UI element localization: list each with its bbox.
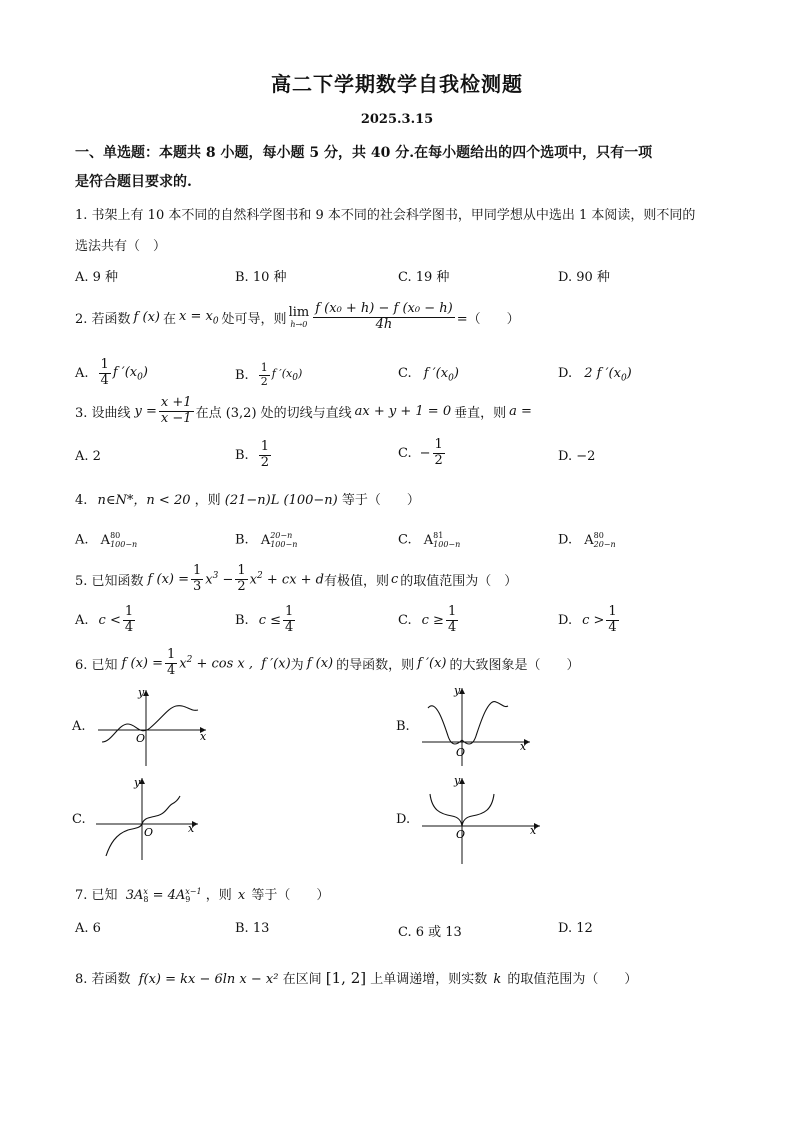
q7-option-a: A. 6 — [75, 921, 101, 936]
q3-option-a: A. 2 — [75, 449, 101, 464]
q2-function: f (x) — [133, 309, 160, 325]
svg-text:O: O — [136, 732, 146, 745]
q6-term: $x^2 + \cos x$ , f ′(x) — [179, 655, 291, 672]
svg-text:y: y — [454, 774, 461, 787]
q5-term-rest: $x^2$ + cx + d — [249, 571, 324, 588]
q5-option-c-expr: c ≥ — [421, 612, 444, 628]
q3-tail-a: a = — [509, 403, 532, 419]
q2-option-a-label: A. — [75, 365, 89, 381]
q3-line-eq: ax + y + 1 = 0 — [354, 403, 452, 419]
q6-tail: 的大致图象是（ ） — [449, 657, 580, 673]
q2-option-a-expr: f $'(x_0)$ — [112, 364, 148, 383]
q3-option-c-minus: − — [419, 445, 431, 461]
q2-point: $x = x_0$ — [178, 308, 219, 327]
q5-option-d-frac: $\frac{1}{4}$ — [608, 604, 617, 635]
q7-option-d: D. 12 — [558, 921, 593, 936]
q3-option-c — [398, 438, 447, 469]
section-heading-line2: 是符合题目要求的. — [75, 174, 192, 190]
q3-prefix: 3. 设曲线 — [75, 405, 131, 421]
q2-option-b-frac: $\frac{1}{2}$ — [260, 361, 268, 388]
q3-mid: 在点 (3,2) 处的切线与直线 — [195, 405, 352, 421]
q1-option-b: B. 10 种 — [235, 270, 287, 285]
q6-mid2: 的导函数，则 — [336, 657, 415, 673]
q5-prefix: 5. 已知函数 — [75, 573, 144, 589]
q6-graph-b — [418, 684, 538, 770]
q6-stem — [75, 648, 580, 679]
q2-stem — [75, 302, 520, 333]
q2-option-d-label: D. — [558, 366, 573, 381]
q3-option-d: D. −2 — [558, 449, 596, 464]
svg-text:x: x — [200, 730, 207, 743]
q2-option-b — [235, 362, 302, 388]
q2-option-a-frac: $\frac{1}{4}$ — [100, 357, 109, 388]
q5-option-a — [75, 605, 137, 636]
q7-tail2: 等于（ ） — [251, 888, 330, 903]
q4-option-d-label: D. — [558, 532, 573, 548]
q2-option-d — [558, 366, 632, 384]
q1-option-a: A. 9 种 — [75, 270, 119, 285]
q6-prefix: 6. 已知 — [75, 657, 118, 673]
q4-expression: (21−n)L (100−n) — [224, 493, 338, 508]
q8-prefix: 8. 若函数 — [75, 972, 131, 987]
q4-option-c-label: C. — [398, 532, 412, 548]
q2-numerator: f (x₀ + h) − f (x₀ − h) — [315, 301, 453, 316]
q8-var-k: k — [493, 972, 502, 987]
q3-curve-fraction: $\frac{x +1}{x -1}$ — [160, 395, 192, 426]
q8-tail: 上单调递增，则实数 — [370, 972, 488, 987]
q6-graph-d-label: D. — [396, 812, 411, 827]
q5-term-x3: $x^3$ − — [205, 571, 234, 588]
svg-text:O: O — [456, 828, 466, 841]
q2-option-d-expr: 2 f $'(x_0)$ — [584, 366, 632, 384]
q2-prefix: 2. 若函数 — [75, 311, 131, 327]
q2-lim-sub: h→0 — [290, 320, 308, 330]
q1-text-line2: 选法共有（ ） — [75, 239, 167, 254]
q6-function: f (x) = — [121, 655, 163, 671]
q3-tail: 垂直，则 — [454, 405, 507, 421]
q8-function: f(x) = kx − 6ln x − x² — [138, 972, 279, 987]
q2-option-c-expr: f $'(x_0)$ — [423, 366, 459, 384]
q4-option-a-label: A. — [75, 532, 89, 548]
q3-y-equals: y = — [134, 403, 157, 419]
q4-condition: n∈N*，n < 20 — [97, 493, 191, 508]
svg-text:y: y — [138, 686, 145, 699]
svg-text:y: y — [454, 684, 461, 697]
q7-option-b: B. 13 — [235, 921, 270, 936]
q6-graph-c-label: C. — [72, 812, 86, 827]
svg-text:x: x — [530, 824, 537, 837]
q2-limit — [289, 305, 310, 329]
q4-option-d — [558, 531, 616, 549]
q6-graph-d — [418, 774, 548, 866]
q5-option-b — [235, 605, 297, 636]
q7-stem — [75, 884, 329, 904]
q8-interval: [1, 2] — [325, 969, 367, 987]
q5-option-a-frac: $\frac{1}{4}$ — [124, 604, 134, 635]
q2-option-b-expr: f $'(x_0)$ — [271, 367, 303, 384]
q8-mid: 在区间 — [282, 972, 322, 987]
q5-tail: 有极值，则 — [324, 573, 390, 589]
q7-equation: 3A x 8 = 4A x−1 9 — [125, 886, 202, 904]
q8-stem — [75, 968, 637, 987]
q2-fraction — [313, 302, 454, 333]
svg-text:O: O — [456, 746, 466, 759]
q5-option-b-label: B. — [235, 612, 249, 628]
q5-var-c: c — [391, 571, 399, 587]
q6-frac-quarter: $\frac{1}{4}$ — [167, 647, 176, 678]
q2-option-a — [75, 358, 148, 389]
q2-mid1: 在 — [162, 311, 176, 327]
svg-text:x: x — [188, 822, 195, 835]
q6-fx: f (x) — [306, 655, 334, 671]
q1-option-c: C. 19 种 — [398, 270, 450, 285]
q6-mid: 为 — [290, 657, 304, 673]
q2-lim-word: lim — [288, 305, 310, 321]
q7-var-x: x — [237, 888, 246, 903]
q5-option-c-frac: $\frac{1}{4}$ — [447, 604, 457, 635]
q5-option-d-label: D. — [558, 612, 573, 628]
q7-tail: ，则 — [205, 888, 232, 903]
q6-graph-a — [94, 684, 214, 770]
q5-function: f (x) = — [147, 571, 189, 587]
section-heading-line1: 一、单选题：本题共 8 小题，每小题 5 分，共 40 分.在每小题给出的四个选项中，只有一项 — [75, 145, 653, 161]
q1-text-line1: 1. 书架上有 10 本不同的自然科学图书和 9 本不同的社会科学图书，甲同学想从中选出 1 本阅读，则不同的 — [75, 208, 696, 223]
svg-text:O: O — [144, 826, 154, 839]
q4-prefix: 4. — [75, 493, 88, 508]
q2-option-c — [398, 366, 459, 384]
q4-option-c-expr: A 81 100−n — [423, 531, 461, 549]
page-title: 高二下学期数学自我检测题 — [271, 72, 523, 96]
q5-frac-half: $\frac{1}{2}$ — [237, 563, 246, 594]
q2-tail: =（ ） — [456, 311, 520, 327]
q3-option-b-label: B. — [235, 447, 249, 463]
q5-option-a-expr: c < — [98, 612, 121, 628]
q4-option-d-expr: A 80 20−n — [584, 531, 616, 549]
q3-stem — [75, 396, 532, 427]
q3-option-c-label: C. — [398, 445, 412, 461]
q7-option-c: C. 6 或 13 — [398, 925, 462, 940]
q7-prefix: 7. 已知 — [75, 888, 118, 903]
q4-option-c — [398, 531, 460, 549]
q3-option-b-frac: $\frac{1}{2}$ — [260, 439, 269, 470]
q3-option-b — [235, 440, 273, 471]
q5-option-c — [398, 605, 460, 636]
q5-stem — [75, 564, 517, 595]
q5-frac-third: $\frac{1}{3}$ — [193, 563, 202, 594]
q4-tail: 等于（ ） — [341, 493, 420, 508]
svg-text:x: x — [520, 740, 527, 753]
exam-date: 2025.3.15 — [360, 112, 434, 127]
q5-tail2: 的取值范围为（ ） — [400, 573, 518, 589]
q4-option-a-expr: A 80 100−n — [100, 531, 138, 549]
q6-fpx: f ′(x) — [417, 655, 447, 671]
q5-option-b-frac: $\frac{1}{4}$ — [285, 604, 294, 635]
q6-graph-a-label: A. — [72, 719, 86, 734]
q2-option-c-label: C. — [398, 366, 412, 381]
q2-mid2: 处可导，则 — [221, 311, 287, 327]
q2-denominator: 4h — [375, 316, 393, 332]
q4-stem — [75, 489, 420, 508]
q6-graph-c — [94, 774, 204, 862]
q4-option-b-expr: A 20−n 100−n — [260, 531, 298, 549]
q8-tail2: 的取值范围为（ ） — [507, 972, 638, 987]
q4-option-a — [75, 531, 137, 549]
q4-mid: ，则 — [194, 493, 221, 508]
q4-option-b — [235, 531, 297, 549]
q5-option-c-label: C. — [398, 612, 412, 628]
q5-option-d — [558, 605, 621, 636]
q5-option-b-expr: c ≤ — [258, 612, 281, 628]
svg-text:y: y — [134, 776, 141, 789]
q5-option-a-label: A. — [75, 612, 89, 628]
q4-option-b-label: B. — [235, 532, 249, 548]
q3-option-c-frac: $\frac{1}{2}$ — [434, 437, 443, 468]
q5-option-d-expr: c > — [582, 612, 605, 628]
q1-option-d: D. 90 种 — [558, 270, 610, 285]
q2-option-b-label: B. — [235, 367, 249, 383]
q6-graph-b-label: B. — [396, 719, 410, 734]
